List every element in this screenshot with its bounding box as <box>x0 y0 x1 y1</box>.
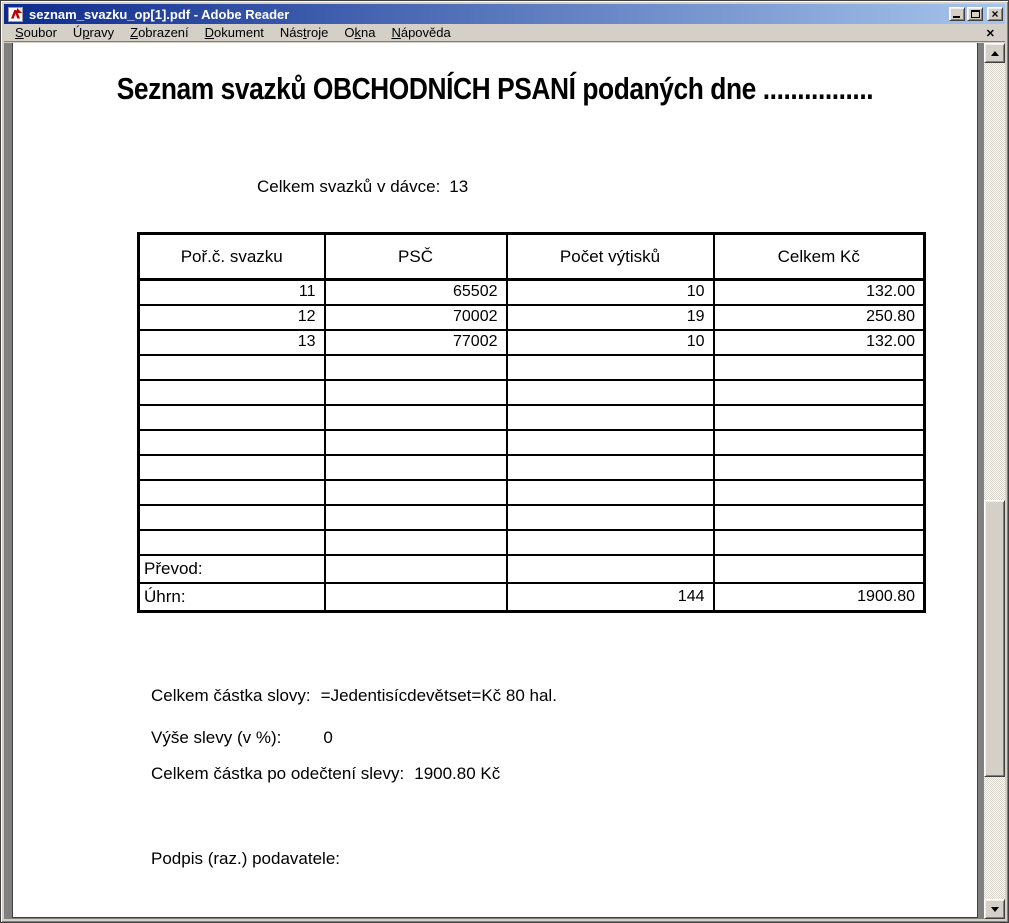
document-title: Seznam svazků OBCHODNÍCH PSANÍ podaných dne ................ <box>116 71 874 106</box>
batch-total-label: Celkem svazků v dávce: <box>257 177 441 196</box>
total-psc <box>325 583 507 612</box>
cell-psc: 70002 <box>325 305 507 330</box>
cell-psc: 77002 <box>325 330 507 355</box>
table-row-empty <box>139 380 925 405</box>
header-psc: PSČ <box>325 234 507 280</box>
cell-pocet <box>507 455 714 480</box>
cell-celkem <box>714 530 925 555</box>
menu-bar <box>4 24 1005 42</box>
cell-psc <box>325 480 507 505</box>
header-celkem-kc: Celkem Kč <box>714 234 925 280</box>
cell-porc <box>139 405 325 430</box>
total-row <box>139 583 925 612</box>
header-pocet-vytisku: Počet výtisků <box>507 234 714 280</box>
discount-line <box>151 728 333 748</box>
total-amount: 1900.80 <box>714 583 925 612</box>
cell-psc <box>325 430 507 455</box>
document-close-icon: ✕ <box>985 28 995 40</box>
menu-napoveda[interactable]: Nápověda <box>391 25 451 40</box>
cell-psc <box>325 355 507 380</box>
table-row-empty <box>139 405 925 430</box>
batch-total-line <box>257 177 468 197</box>
cell-celkem <box>714 355 925 380</box>
cell-psc <box>325 380 507 405</box>
cell-pocet: 10 <box>507 280 714 305</box>
table-row-empty <box>139 505 925 530</box>
cell-celkem <box>714 505 925 530</box>
cell-porc <box>139 530 325 555</box>
discount-label: Výše slevy (v %): <box>151 728 282 747</box>
document-close-button[interactable] <box>983 26 998 41</box>
table-row <box>139 305 925 330</box>
cell-pocet <box>507 405 714 430</box>
cell-psc <box>325 405 507 430</box>
scroll-down-button[interactable] <box>984 899 1005 919</box>
maximize-button[interactable] <box>967 7 983 21</box>
discount-value: 0 <box>323 728 333 747</box>
total-copies: 144 <box>507 583 714 612</box>
menu-soubor[interactable]: Soubor <box>15 25 57 40</box>
table-row <box>139 330 925 355</box>
amount-in-words-value: =Jedentisícdevětset=Kč 80 hal. <box>320 686 557 705</box>
window-title: seznam_svazku_op[1].pdf - Adobe Reader <box>29 6 290 22</box>
cell-porc <box>139 505 325 530</box>
window-controls <box>949 7 1003 21</box>
cell-pocet <box>507 430 714 455</box>
adobe-reader-icon <box>8 7 23 22</box>
menu-dokument[interactable]: Dokument <box>204 25 264 40</box>
table-row-empty <box>139 355 925 380</box>
total-label: Úhrn: <box>139 583 325 612</box>
document-viewport <box>4 43 1005 919</box>
table-row-empty <box>139 455 925 480</box>
scroll-up-button[interactable] <box>984 43 1005 63</box>
cell-celkem <box>714 405 925 430</box>
cell-porc: 12 <box>139 305 325 330</box>
pdf-page <box>12 43 978 918</box>
arrow-up-icon <box>991 51 999 56</box>
header-porc-svazku: Poř.č. svazku <box>139 234 325 280</box>
cell-porc <box>139 430 325 455</box>
close-icon: × <box>991 7 999 21</box>
cell-porc: 11 <box>139 280 325 305</box>
cell-celkem <box>714 430 925 455</box>
carry-copies <box>507 555 714 583</box>
table-header-row <box>139 234 925 280</box>
menu-upravy[interactable]: Úpravy <box>72 25 115 40</box>
amount-in-words-line <box>151 686 557 706</box>
table-row-empty <box>139 530 925 555</box>
cell-pocet <box>507 480 714 505</box>
carry-label: Převod: <box>139 555 325 583</box>
cell-pocet: 19 <box>507 305 714 330</box>
arrow-down-icon <box>991 907 999 912</box>
vertical-scrollbar <box>984 43 1005 919</box>
menu-nastroje[interactable]: Nástroje <box>279 25 329 40</box>
carry-psc <box>325 555 507 583</box>
document-title-row <box>13 71 977 107</box>
cell-celkem: 250.80 <box>714 305 925 330</box>
cell-psc <box>325 530 507 555</box>
signature-label: Podpis (raz.) podavatele: <box>151 849 340 868</box>
cell-porc <box>139 380 325 405</box>
table-row-empty <box>139 480 925 505</box>
scrollbar-track[interactable] <box>984 43 1005 919</box>
table-row-empty <box>139 430 925 455</box>
cell-celkem <box>714 380 925 405</box>
cell-pocet <box>507 530 714 555</box>
cell-pocet <box>507 380 714 405</box>
amount-after-discount-line <box>151 764 500 784</box>
amount-after-discount-label: Celkem částka po odečtení slevy: <box>151 764 405 783</box>
cell-porc: 13 <box>139 330 325 355</box>
cell-porc <box>139 480 325 505</box>
title-bar[interactable] <box>4 4 1005 24</box>
cell-porc <box>139 455 325 480</box>
carry-total <box>714 555 925 583</box>
close-button[interactable] <box>987 7 1003 21</box>
cell-pocet <box>507 355 714 380</box>
cell-psc: 65502 <box>325 280 507 305</box>
amount-after-discount-value: 1900.80 Kč <box>414 764 501 783</box>
minimize-icon <box>953 16 960 18</box>
cell-celkem: 132.00 <box>714 330 925 355</box>
cell-celkem <box>714 455 925 480</box>
cell-porc <box>139 355 325 380</box>
minimize-button[interactable] <box>949 7 965 21</box>
bundle-table <box>137 232 926 613</box>
batch-total-value: 13 <box>449 177 469 196</box>
cell-pocet <box>507 505 714 530</box>
page-fold-decoration <box>17 8 22 13</box>
signature-line <box>151 849 340 869</box>
table-row <box>139 280 925 305</box>
cell-pocet: 10 <box>507 330 714 355</box>
cell-celkem: 132.00 <box>714 280 925 305</box>
amount-in-words-label: Celkem částka slovy: <box>151 686 311 705</box>
maximize-icon <box>971 10 980 18</box>
carry-row <box>139 555 925 583</box>
cell-celkem <box>714 480 925 505</box>
cell-psc <box>325 455 507 480</box>
menu-zobrazeni[interactable]: Zobrazení <box>130 25 189 40</box>
menu-okna[interactable]: Okna <box>344 25 376 40</box>
cell-psc <box>325 505 507 530</box>
scrollbar-thumb[interactable] <box>984 500 1005 777</box>
